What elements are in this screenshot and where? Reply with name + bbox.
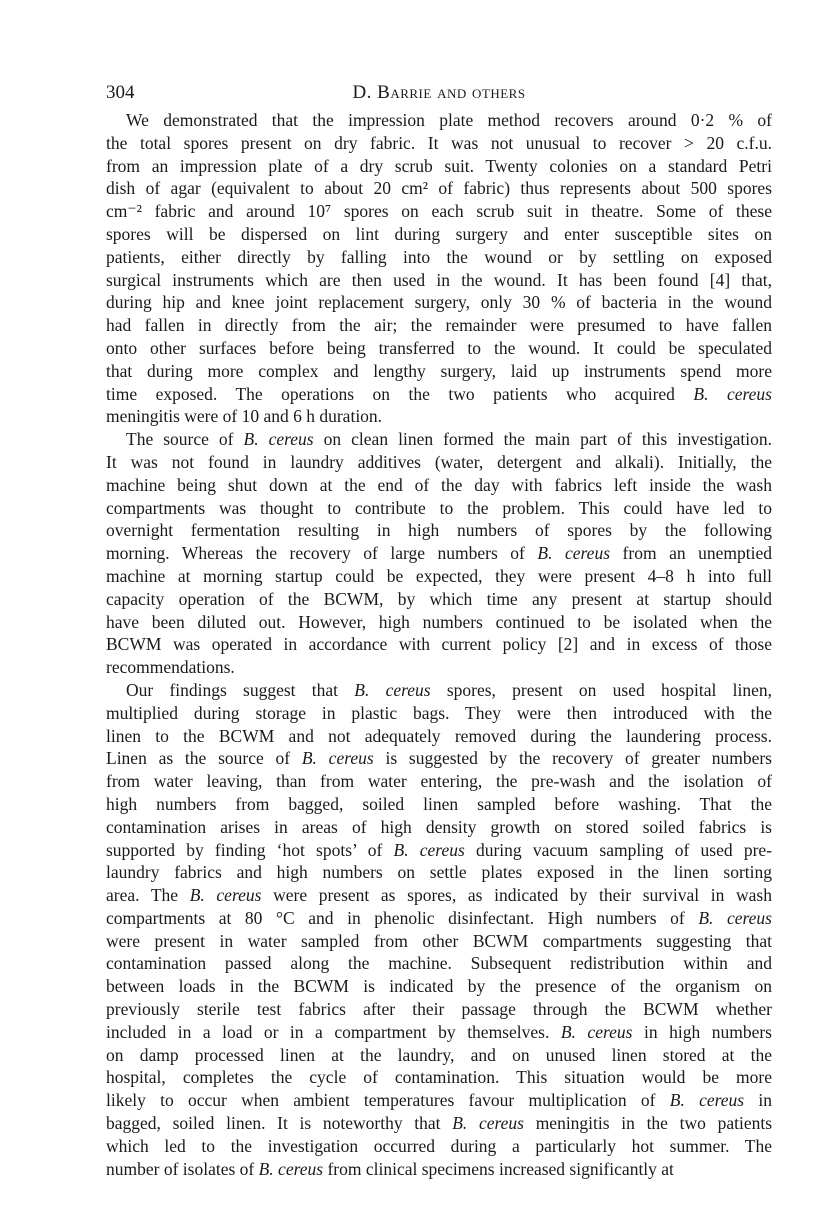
text-line: compartments at 80 °C and in phenolic disinfectant. High numbers of B. cereus (106, 907, 772, 928)
text-line: onto other surfaces before being transferred to the wound. It could be speculated (106, 337, 772, 358)
text-line: morning. Whereas the recovery of large numbers of B. cereus from an unemptied (106, 543, 772, 564)
text-line: It was not found in laundry additives (water, detergent and alkali). Initially, the (106, 451, 772, 472)
paragraph-2 (106, 428, 772, 679)
text-line: previously sterile test fabrics after their passage through the BCWM whether (106, 999, 772, 1020)
text-line: that during more complex and lengthy surgery, laid up instruments spend more (106, 360, 772, 381)
text-line: high numbers from bagged, soiled linen sampled before washing. That the (106, 793, 772, 814)
text-line: on damp processed linen at the laundry, and on unused linen stored at the (106, 1044, 772, 1065)
text-line: machine at morning startup could be expected, they were present 4–8 h into full (106, 565, 772, 586)
text-line: from an impression plate of a dry scrub suit. Twenty colonies on a standard Petri (106, 155, 772, 176)
text-line: had fallen in directly from the air; the remainder were presumed to have fallen (106, 315, 772, 336)
text-line: hospital, completes the cycle of contamination. This situation would be more (106, 1067, 772, 1088)
text-line: linen to the BCWM and not adequately removed during the laundering process. (106, 725, 772, 746)
running-head: D. Barrie and others (352, 82, 526, 103)
text-line: recommendations. (106, 657, 235, 678)
text-line: likely to occur when ambient temperatures favour multiplication of B. cereus in (106, 1090, 772, 1111)
text-line: compartments was thought to contribute to the problem. This could have led to (106, 497, 772, 518)
text-line: number of isolates of B. cereus from clinical specimens increased significantly at (106, 1158, 674, 1179)
text-line: dish of agar (equivalent to about 20 cm² of fabric) thus represents about 500 spores (106, 178, 772, 199)
text-line: capacity operation of the BCWM, by which time any present at startup should (106, 588, 772, 609)
text-line: spores will be dispersed on lint during surgery and enter susceptible sites on (106, 223, 772, 244)
text-line: supported by finding ‘hot spots’ of B. cereus during vacuum sampling of used pre- (106, 839, 772, 860)
text-line: We demonstrated that the impression plate method recovers around 0·2 % of (126, 110, 772, 130)
text-line: Linen as the source of B. cereus is suggested by the recovery of greater numbers (106, 748, 772, 769)
text-line: area. The B. cereus were present as spores, as indicated by their survival in wash (106, 885, 772, 906)
text-line: cm⁻² fabric and around 10⁷ spores on each scrub suit in theatre. Some of these (106, 201, 772, 222)
text-line: contamination arises in areas of high density growth on stored soiled fabrics is (106, 816, 772, 837)
page-header (106, 82, 772, 106)
article-body (106, 109, 772, 1180)
text-line: from water leaving, than from water entering, the pre-wash and the isolation of (106, 771, 772, 792)
text-line: the total spores present on dry fabric. It was not unusual to recover > 20 c.f.u. (106, 132, 772, 153)
text-line: machine being shut down at the end of the day with fabrics left inside the wash (106, 474, 772, 495)
text-line: meningitis were of 10 and 6 h duration. (106, 406, 383, 427)
paragraph-1 (106, 109, 772, 428)
text-line: The source of B. cereus on clean linen formed the main part of this investigation. (126, 429, 772, 450)
text-line: have been diluted out. However, high numbers continued to be isolated when the (106, 611, 772, 632)
text-line: laundry fabrics and high numbers on settle plates exposed in the linen sorting (106, 862, 772, 883)
text-line: between loads in the BCWM is indicated by the presence of the organism on (106, 976, 772, 997)
page-number: 304 (106, 82, 135, 103)
text-line: surgical instruments which are then used in the wound. It has been found [4] that, (106, 269, 772, 290)
text-line: were present in water sampled from other BCWM compartments suggesting that (106, 930, 772, 951)
text-line: during hip and knee joint replacement surgery, only 30 % of bacteria in the wound (106, 292, 772, 313)
text-line: included in a load or in a compartment by themselves. B. cereus in high numbers (106, 1021, 772, 1042)
text-line: BCWM was operated in accordance with current policy [2] and in excess of those (106, 634, 772, 655)
text-line: Our findings suggest that B. cereus spores, present on used hospital linen, (126, 679, 772, 700)
text-line: bagged, soiled linen. It is noteworthy that B. cereus meningitis in the two patients (106, 1113, 773, 1134)
text-line: time exposed. The operations on the two patients who acquired B. cereus (106, 383, 772, 404)
text-line: contamination passed along the machine. Subsequent redistribution within and (106, 953, 772, 974)
paragraph-3 (106, 679, 772, 1181)
text-line: overnight fermentation resulting in high numbers of spores by the following (106, 520, 772, 541)
text-line: patients, either directly by falling into the wound or by settling on exposed (106, 246, 772, 267)
text-line: multiplied during storage in plastic bags. They were then introduced with the (106, 702, 772, 723)
text-line: which led to the investigation occurred during a particularly hot summer. The (106, 1135, 772, 1156)
